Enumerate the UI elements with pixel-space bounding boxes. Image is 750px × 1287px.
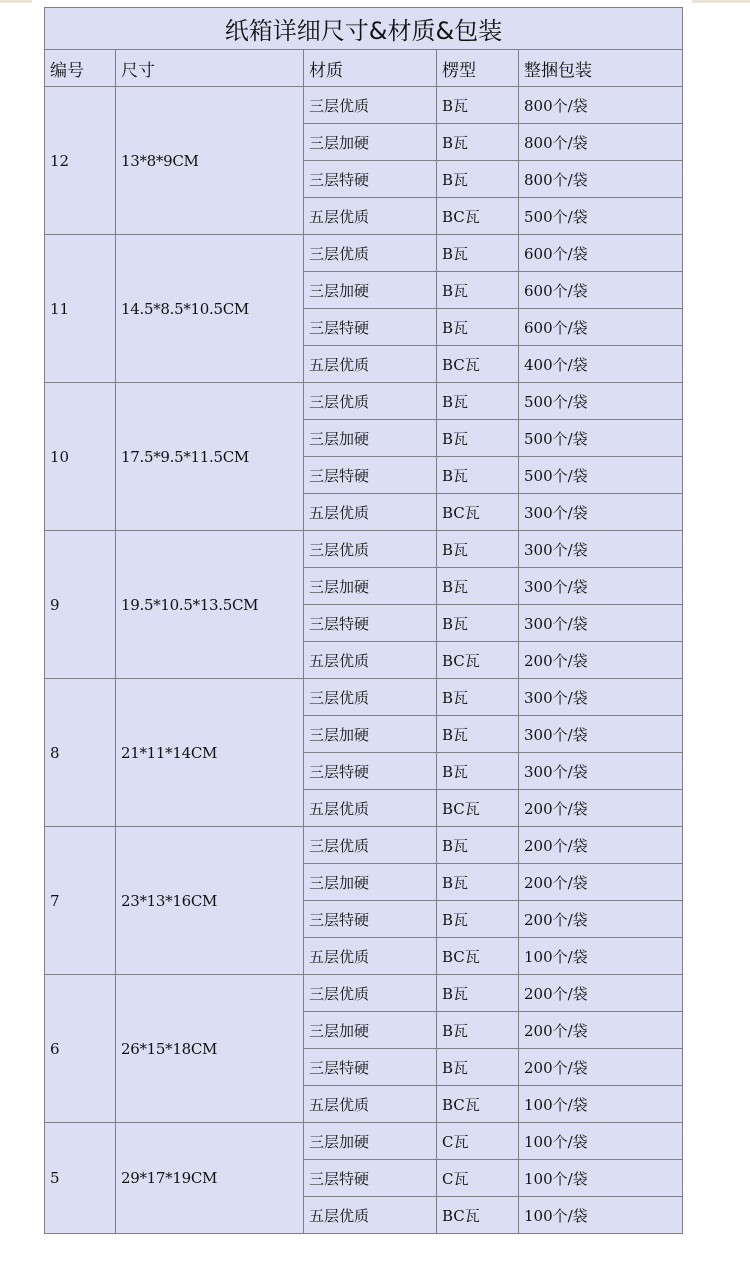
material-cell: 三层加硬 [304, 716, 437, 753]
packing-cell: 300个/袋 [519, 753, 683, 790]
packing-cell: 300个/袋 [519, 716, 683, 753]
header-packing: 整捆包装 [519, 50, 683, 87]
flute-type-cell: B瓦 [437, 161, 519, 198]
material-cell: 三层特硬 [304, 605, 437, 642]
packing-cell: 100个/袋 [519, 1197, 683, 1234]
flute-type-cell: B瓦 [437, 679, 519, 716]
table-row [45, 87, 683, 124]
material-cell: 三层特硬 [304, 1049, 437, 1086]
table-row [45, 827, 683, 864]
size-cell: 23*13*16CM [116, 827, 304, 975]
packing-cell: 600个/袋 [519, 309, 683, 346]
packing-cell: 500个/袋 [519, 198, 683, 235]
flute-type-cell: B瓦 [437, 87, 519, 124]
packing-cell: 500个/袋 [519, 383, 683, 420]
packing-cell: 100个/袋 [519, 1160, 683, 1197]
material-cell: 五层优质 [304, 198, 437, 235]
material-cell: 三层加硬 [304, 1012, 437, 1049]
header-size: 尺寸 [116, 50, 304, 87]
packing-cell: 300个/袋 [519, 531, 683, 568]
flute-type-cell: B瓦 [437, 1049, 519, 1086]
flute-type-cell: B瓦 [437, 235, 519, 272]
item-number-cell: 7 [45, 827, 116, 975]
item-number-cell: 5 [45, 1123, 116, 1234]
flute-type-cell: BC瓦 [437, 346, 519, 383]
material-cell: 五层优质 [304, 790, 437, 827]
spec-sheet [44, 7, 682, 1287]
size-cell: 26*15*18CM [116, 975, 304, 1123]
material-cell: 三层优质 [304, 531, 437, 568]
header-row [45, 50, 683, 87]
flute-type-cell: B瓦 [437, 383, 519, 420]
size-cell: 29*17*19CM [116, 1123, 304, 1234]
packing-cell: 300个/袋 [519, 568, 683, 605]
table-row [45, 679, 683, 716]
header-material: 材质 [304, 50, 437, 87]
item-number-cell: 10 [45, 383, 116, 531]
size-cell: 19.5*10.5*13.5CM [116, 531, 304, 679]
material-cell: 三层特硬 [304, 1160, 437, 1197]
size-cell: 14.5*8.5*10.5CM [116, 235, 304, 383]
packing-cell: 100个/袋 [519, 938, 683, 975]
material-cell: 三层特硬 [304, 753, 437, 790]
packing-cell: 200个/袋 [519, 827, 683, 864]
material-cell: 三层加硬 [304, 124, 437, 161]
packing-cell: 300个/袋 [519, 605, 683, 642]
flute-type-cell: B瓦 [437, 901, 519, 938]
material-cell: 三层特硬 [304, 161, 437, 198]
material-cell: 五层优质 [304, 938, 437, 975]
item-number-cell: 11 [45, 235, 116, 383]
table-row [45, 1123, 683, 1160]
material-cell: 五层优质 [304, 346, 437, 383]
material-cell: 三层特硬 [304, 309, 437, 346]
top-left-accent [0, 0, 32, 3]
packing-cell: 500个/袋 [519, 420, 683, 457]
packing-cell: 200个/袋 [519, 642, 683, 679]
flute-type-cell: C瓦 [437, 1160, 519, 1197]
material-cell: 五层优质 [304, 1197, 437, 1234]
table-row [45, 235, 683, 272]
flute-type-cell: B瓦 [437, 568, 519, 605]
flute-type-cell: B瓦 [437, 864, 519, 901]
material-cell: 三层加硬 [304, 864, 437, 901]
material-cell: 三层加硬 [304, 272, 437, 309]
flute-type-cell: BC瓦 [437, 790, 519, 827]
flute-type-cell: B瓦 [437, 531, 519, 568]
flute-type-cell: BC瓦 [437, 938, 519, 975]
material-cell: 三层优质 [304, 383, 437, 420]
flute-type-cell: BC瓦 [437, 198, 519, 235]
packing-cell: 400个/袋 [519, 346, 683, 383]
packing-cell: 300个/袋 [519, 679, 683, 716]
material-cell: 五层优质 [304, 494, 437, 531]
flute-type-cell: B瓦 [437, 420, 519, 457]
material-cell: 五层优质 [304, 642, 437, 679]
header-id: 编号 [45, 50, 116, 87]
flute-type-cell: B瓦 [437, 753, 519, 790]
material-cell: 三层优质 [304, 975, 437, 1012]
packing-cell: 200个/袋 [519, 790, 683, 827]
material-cell: 五层优质 [304, 1086, 437, 1123]
material-cell: 三层优质 [304, 87, 437, 124]
title-row [45, 8, 683, 50]
material-cell: 三层特硬 [304, 457, 437, 494]
flute-type-cell: BC瓦 [437, 642, 519, 679]
size-cell: 13*8*9CM [116, 87, 304, 235]
material-cell: 三层优质 [304, 827, 437, 864]
flute-type-cell: B瓦 [437, 827, 519, 864]
material-cell: 三层加硬 [304, 568, 437, 605]
flute-type-cell: BC瓦 [437, 1197, 519, 1234]
flute-type-cell: B瓦 [437, 975, 519, 1012]
flute-type-cell: B瓦 [437, 272, 519, 309]
table-row [45, 975, 683, 1012]
packing-cell: 100个/袋 [519, 1123, 683, 1160]
packing-cell: 600个/袋 [519, 235, 683, 272]
table-body [45, 87, 683, 1234]
size-cell: 21*11*14CM [116, 679, 304, 827]
material-cell: 三层优质 [304, 235, 437, 272]
header-flute: 楞型 [437, 50, 519, 87]
table-row [45, 531, 683, 568]
packing-cell: 500个/袋 [519, 457, 683, 494]
packing-cell: 200个/袋 [519, 864, 683, 901]
packing-cell: 100个/袋 [519, 1086, 683, 1123]
table-title: 纸箱详细尺寸&材质&包装 [45, 8, 683, 50]
size-cell: 17.5*9.5*11.5CM [116, 383, 304, 531]
carton-spec-table [44, 7, 683, 1234]
packing-cell: 800个/袋 [519, 87, 683, 124]
top-right-accent [692, 0, 750, 3]
packing-cell: 200个/袋 [519, 1012, 683, 1049]
packing-cell: 600个/袋 [519, 272, 683, 309]
flute-type-cell: C瓦 [437, 1123, 519, 1160]
packing-cell: 800个/袋 [519, 124, 683, 161]
flute-type-cell: B瓦 [437, 124, 519, 161]
packing-cell: 200个/袋 [519, 901, 683, 938]
material-cell: 三层优质 [304, 679, 437, 716]
flute-type-cell: B瓦 [437, 605, 519, 642]
flute-type-cell: B瓦 [437, 716, 519, 753]
flute-type-cell: B瓦 [437, 309, 519, 346]
material-cell: 三层加硬 [304, 1123, 437, 1160]
item-number-cell: 8 [45, 679, 116, 827]
packing-cell: 200个/袋 [519, 1049, 683, 1086]
item-number-cell: 6 [45, 975, 116, 1123]
flute-type-cell: B瓦 [437, 457, 519, 494]
item-number-cell: 9 [45, 531, 116, 679]
packing-cell: 800个/袋 [519, 161, 683, 198]
material-cell: 三层特硬 [304, 901, 437, 938]
material-cell: 三层加硬 [304, 420, 437, 457]
packing-cell: 200个/袋 [519, 975, 683, 1012]
flute-type-cell: BC瓦 [437, 494, 519, 531]
table-row [45, 383, 683, 420]
item-number-cell: 12 [45, 87, 116, 235]
flute-type-cell: BC瓦 [437, 1086, 519, 1123]
packing-cell: 300个/袋 [519, 494, 683, 531]
flute-type-cell: B瓦 [437, 1012, 519, 1049]
